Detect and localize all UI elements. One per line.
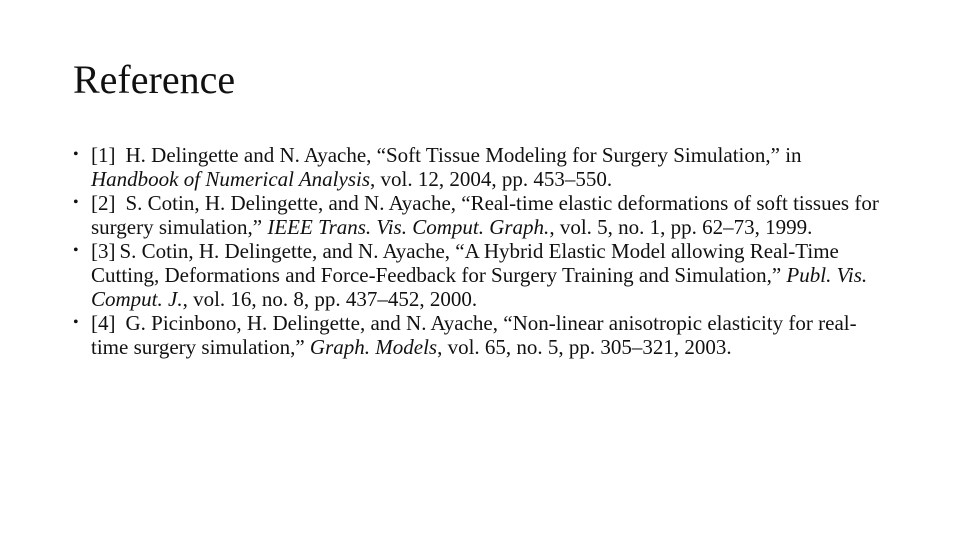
reference-text: S. Cotin, H. Delingette, and N. Ayache, “Real-time elastic deformations of soft tissues for surgery simulation,” xyxy=(91,191,879,239)
reference-venue: Publ. Vis. Comput. J. xyxy=(91,263,868,311)
reference-item-3 xyxy=(73,239,893,311)
reference-text: G. Picinbono, H. Delingette, and N. Ayache, “Non-linear anisotropic elasticity for real-time surgery simulation,” xyxy=(91,311,857,359)
bullet-icon: • xyxy=(73,314,79,331)
reference-number: [3] xyxy=(91,239,116,263)
reference-venue: Handbook of Numerical Analysis xyxy=(91,167,371,191)
reference-list xyxy=(73,143,893,359)
reference-details: , vol. 16, no. 8, pp. 437–452, 2000. xyxy=(182,287,478,311)
reference-item-2 xyxy=(73,191,893,239)
reference-item-4 xyxy=(73,311,893,359)
bullet-icon: • xyxy=(73,194,79,211)
reference-text: S. Cotin, H. Delingette, and N. Ayache, “A Hybrid Elastic Model allowing Real-Time Cutting, Deformations and Force-Feedback for Surgery Training and Simulation,” xyxy=(91,239,839,287)
reference-details: , vol. 12, 2004, pp. 453–550. xyxy=(370,167,613,191)
reference-venue: IEEE Trans. Vis. Comput. Graph. xyxy=(267,215,550,239)
reference-item-1 xyxy=(73,143,893,191)
reference-venue: Graph. Models xyxy=(309,335,438,359)
reference-details: , vol. 5, no. 1, pp. 62–73, 1999. xyxy=(549,215,813,239)
reference-number: [1] xyxy=(91,143,116,167)
slide-title: Reference xyxy=(73,57,236,102)
bullet-icon: • xyxy=(73,242,79,259)
reference-details: , vol. 65, no. 5, pp. 305–321, 2003. xyxy=(437,335,732,359)
reference-number: [2] xyxy=(91,191,116,215)
reference-number: [4] xyxy=(91,311,116,335)
reference-text: H. Delingette and N. Ayache, “Soft Tissue Modeling for Surgery Simulation,” in xyxy=(125,143,802,167)
bullet-icon: • xyxy=(73,146,79,163)
